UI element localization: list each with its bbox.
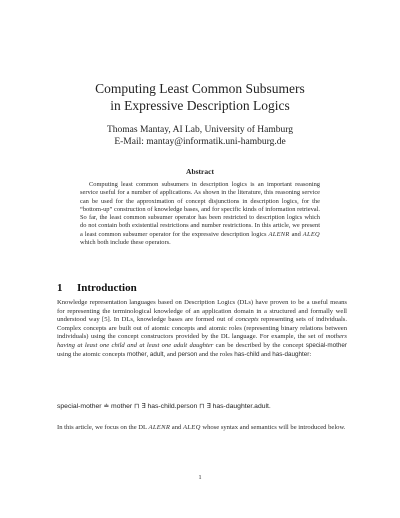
para1-text-d: using the atomic concepts xyxy=(57,350,127,358)
title-line-1: Computing Least Common Subsumers xyxy=(95,81,305,96)
para1-text-g: and xyxy=(259,350,273,358)
para2-text-c: whose syntax and semantics will be introduced below. xyxy=(200,424,346,431)
para2-text-a: In this article, we focus on the DL xyxy=(57,424,149,431)
abstract-text-and: and xyxy=(289,230,303,238)
para1-text-c: can be described by the concept xyxy=(213,341,306,349)
role-has-child: has-child xyxy=(234,350,260,358)
para1-comma: , xyxy=(146,350,150,358)
concept-special-mother: special-mother xyxy=(305,341,347,349)
para1-text-a: Knowledge representation languages based on Description Logics (DLs) have proven to be a useful means for representing the terminological knowledge of an application domain in a structured and formally well understood way [5]. In DLs, knowledge bases are formed out of xyxy=(57,299,347,324)
para2-text-b: and xyxy=(170,424,183,431)
dl-name-aleq-2: ALEQ xyxy=(182,424,201,431)
para1-text-f: and the roles xyxy=(197,350,235,358)
author-block xyxy=(40,124,360,148)
concept-mother: mother xyxy=(126,350,147,358)
section-title: Introduction xyxy=(77,282,137,294)
para1-text-h: : xyxy=(309,350,312,358)
para1-text-e: , and xyxy=(163,350,178,358)
concept-adult: adult xyxy=(149,350,164,358)
para1-text-b: representing sets of individuals. Complex concepts are built out of atomic concepts and atomic roles (representing binary relations between individuals) using the concept constructors provided by the DL language. For example, the set of xyxy=(57,316,347,341)
intro-paragraph-1 xyxy=(57,299,347,359)
role-has-daughter: has-daughter xyxy=(272,350,310,358)
abstract-heading: Abstract xyxy=(186,167,214,176)
paper-title xyxy=(40,80,360,114)
abstract-text-main: Computing least common subsumers in description logics is an important reasoning service useful for a number of applications. As shown in the literature, this reasoning service can be used for the approximation of concept disjunctions in description logics, for the “bottom-up” construction of knowledge bases, and for specific kinds of information retrieval. So far, the least common subsumer operator has been restricted to description logics which do not contain both existential restrictions and number restrictions. In this article, we present a least common subsumer operator for the expressive description logics xyxy=(80,181,320,238)
intro-paragraph-2 xyxy=(57,424,347,433)
dl-name-aleq: ALEQ xyxy=(302,230,320,238)
abstract-text-end: which both include these operators. xyxy=(80,239,171,247)
abstract-text xyxy=(80,181,320,247)
term-concepts: concepts xyxy=(235,316,259,324)
dl-name-alenr: ALENR xyxy=(268,230,290,238)
dl-name-alenr-2: ALENR xyxy=(148,424,171,431)
author-affiliation: Thomas Mantay, AI Lab, University of Hamburg xyxy=(106,125,293,135)
title-line-2: in Expressive Description Logics xyxy=(110,98,290,113)
concept-person: person xyxy=(177,350,198,358)
page-number: 1 xyxy=(198,474,202,481)
author-email: E-Mail: mantay@informatik.uni-hamburg.de xyxy=(114,137,286,147)
section-number: 1 xyxy=(57,282,63,294)
concept-definition-formula: special-mother ≐ mother ⊓ ∃ has-child.person ⊓ ∃ has-daughter.adult. xyxy=(57,403,271,410)
example-mothers: mothers having at least one child and at least one adult daughter xyxy=(57,333,347,349)
section-heading xyxy=(57,282,137,294)
